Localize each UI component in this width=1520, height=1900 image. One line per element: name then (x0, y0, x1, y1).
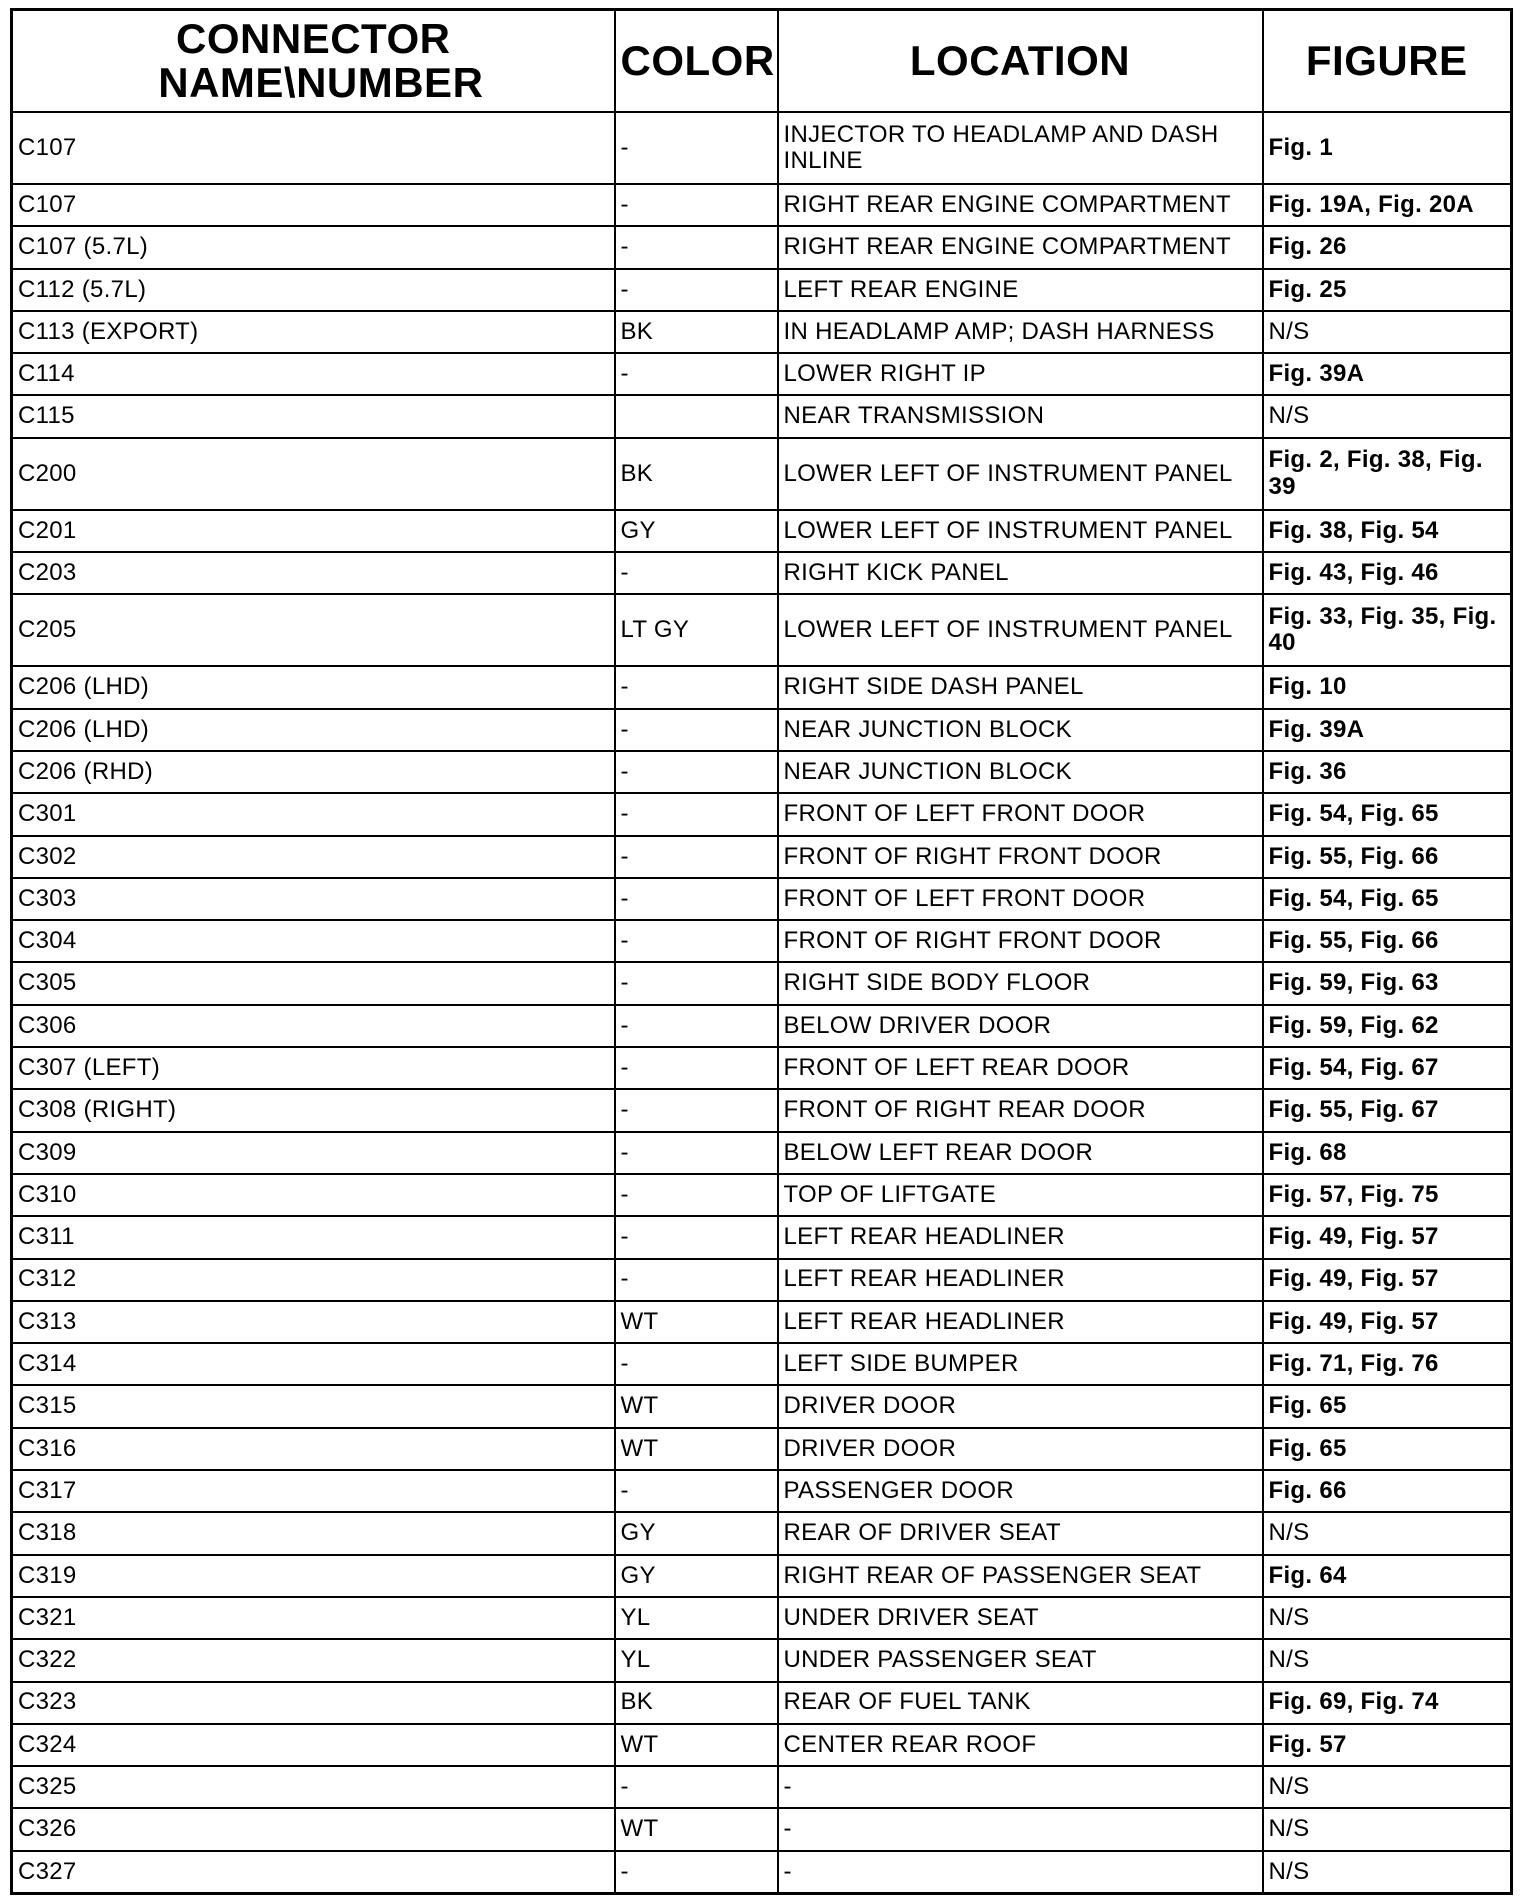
cell-connector-name: C305 (12, 962, 615, 1004)
table-row (12, 510, 1512, 552)
cell-color: GY (615, 1512, 778, 1554)
cell-figure: N/S (1263, 1766, 1512, 1808)
cell-location: RIGHT KICK PANEL (778, 552, 1263, 594)
table-row (12, 1766, 1512, 1808)
cell-color: - (615, 269, 778, 311)
cell-connector-name: C324 (12, 1724, 615, 1766)
table-row (12, 1639, 1512, 1681)
cell-figure: Fig. 65 (1263, 1385, 1512, 1427)
cell-color: LT GY (615, 594, 778, 666)
cell-figure: N/S (1263, 311, 1512, 353)
cell-connector-name: C201 (12, 510, 615, 552)
cell-figure: Fig. 59, Fig. 62 (1263, 1005, 1512, 1047)
cell-color: - (615, 666, 778, 708)
cell-location: LOWER LEFT OF INSTRUMENT PANEL (778, 594, 1263, 666)
header-row (12, 10, 1512, 113)
cell-location: DRIVER DOOR (778, 1385, 1263, 1427)
table-row (12, 1555, 1512, 1597)
cell-connector-name: C306 (12, 1005, 615, 1047)
cell-figure: Fig. 68 (1263, 1132, 1512, 1174)
cell-connector-name: C206 (LHD) (12, 709, 615, 751)
cell-connector-name: C323 (12, 1682, 615, 1724)
cell-location: LOWER LEFT OF INSTRUMENT PANEL (778, 438, 1263, 510)
cell-location: LEFT REAR HEADLINER (778, 1216, 1263, 1258)
cell-color: YL (615, 1597, 778, 1639)
cell-color: - (615, 112, 778, 184)
table-row (12, 1682, 1512, 1724)
cell-connector-name: C309 (12, 1132, 615, 1174)
cell-connector-name: C205 (12, 594, 615, 666)
cell-figure: Fig. 57, Fig. 75 (1263, 1174, 1512, 1216)
cell-connector-name: C321 (12, 1597, 615, 1639)
table-row (12, 1301, 1512, 1343)
cell-figure: Fig. 65 (1263, 1428, 1512, 1470)
table-row (12, 1428, 1512, 1470)
cell-location: - (778, 1851, 1263, 1894)
cell-color: - (615, 1851, 778, 1894)
cell-color: WT (615, 1385, 778, 1427)
cell-figure: Fig. 33, Fig. 35, Fig. 40 (1263, 594, 1512, 666)
cell-color: - (615, 1174, 778, 1216)
table-header (12, 10, 1512, 113)
header-figure: FIGURE (1263, 10, 1512, 113)
cell-location: BELOW LEFT REAR DOOR (778, 1132, 1263, 1174)
table-row (12, 311, 1512, 353)
cell-connector-name: C312 (12, 1259, 615, 1301)
cell-location: UNDER DRIVER SEAT (778, 1597, 1263, 1639)
cell-color: - (615, 836, 778, 878)
cell-figure: Fig. 2, Fig. 38, Fig. 39 (1263, 438, 1512, 510)
table-row (12, 552, 1512, 594)
cell-color: - (615, 1132, 778, 1174)
cell-connector-name: C326 (12, 1808, 615, 1850)
table-row (12, 1005, 1512, 1047)
cell-color: BK (615, 311, 778, 353)
cell-color: WT (615, 1301, 778, 1343)
table-row (12, 1808, 1512, 1850)
table-row (12, 438, 1512, 510)
cell-connector-name: C206 (RHD) (12, 751, 615, 793)
cell-color: GY (615, 510, 778, 552)
cell-color: GY (615, 1555, 778, 1597)
header-connector-name (12, 10, 615, 113)
cell-location: LEFT SIDE BUMPER (778, 1343, 1263, 1385)
cell-location: RIGHT SIDE BODY FLOOR (778, 962, 1263, 1004)
header-color: COLOR (615, 10, 778, 113)
cell-figure: Fig. 38, Fig. 54 (1263, 510, 1512, 552)
cell-connector-name: C114 (12, 353, 615, 395)
cell-color: - (615, 1470, 778, 1512)
cell-figure: Fig. 55, Fig. 66 (1263, 836, 1512, 878)
cell-location: LEFT REAR ENGINE (778, 269, 1263, 311)
cell-color: - (615, 1216, 778, 1258)
cell-location: FRONT OF LEFT FRONT DOOR (778, 878, 1263, 920)
cell-location: - (778, 1808, 1263, 1850)
table-row (12, 1259, 1512, 1301)
cell-figure: N/S (1263, 1597, 1512, 1639)
cell-figure: Fig. 36 (1263, 751, 1512, 793)
table-row (12, 1597, 1512, 1639)
cell-color: YL (615, 1639, 778, 1681)
cell-color: - (615, 1089, 778, 1131)
cell-figure: Fig. 49, Fig. 57 (1263, 1216, 1512, 1258)
cell-connector-name: C325 (12, 1766, 615, 1808)
cell-connector-name: C316 (12, 1428, 615, 1470)
cell-figure: Fig. 54, Fig. 65 (1263, 793, 1512, 835)
cell-color: - (615, 184, 778, 226)
cell-color: - (615, 709, 778, 751)
cell-location: INJECTOR TO HEADLAMP AND DASH INLINE (778, 112, 1263, 184)
cell-connector-name: C304 (12, 920, 615, 962)
table-row (12, 1385, 1512, 1427)
cell-connector-name: C308 (RIGHT) (12, 1089, 615, 1131)
table-row (12, 1174, 1512, 1216)
cell-color: - (615, 1343, 778, 1385)
cell-location: RIGHT REAR ENGINE COMPARTMENT (778, 226, 1263, 268)
cell-color: - (615, 920, 778, 962)
cell-color: WT (615, 1428, 778, 1470)
cell-figure: Fig. 57 (1263, 1724, 1512, 1766)
cell-connector-name: C310 (12, 1174, 615, 1216)
cell-location: NEAR JUNCTION BLOCK (778, 709, 1263, 751)
cell-figure: Fig. 19A, Fig. 20A (1263, 184, 1512, 226)
cell-connector-name: C206 (LHD) (12, 666, 615, 708)
cell-connector-name: C302 (12, 836, 615, 878)
cell-color: - (615, 878, 778, 920)
cell-figure: Fig. 55, Fig. 67 (1263, 1089, 1512, 1131)
table-row (12, 920, 1512, 962)
cell-figure: Fig. 39A (1263, 709, 1512, 751)
cell-location: BELOW DRIVER DOOR (778, 1005, 1263, 1047)
cell-color: - (615, 751, 778, 793)
cell-figure: Fig. 25 (1263, 269, 1512, 311)
cell-color: - (615, 552, 778, 594)
cell-figure: Fig. 10 (1263, 666, 1512, 708)
cell-figure: N/S (1263, 1512, 1512, 1554)
cell-connector-name: C301 (12, 793, 615, 835)
table-row (12, 1512, 1512, 1554)
table-row (12, 1089, 1512, 1131)
cell-connector-name: C203 (12, 552, 615, 594)
cell-figure: Fig. 1 (1263, 112, 1512, 184)
cell-connector-name: C318 (12, 1512, 615, 1554)
cell-color: - (615, 1005, 778, 1047)
cell-location: LOWER LEFT OF INSTRUMENT PANEL (778, 510, 1263, 552)
cell-location: - (778, 1766, 1263, 1808)
cell-figure: Fig. 55, Fig. 66 (1263, 920, 1512, 962)
cell-figure: Fig. 39A (1263, 353, 1512, 395)
cell-figure: Fig. 54, Fig. 65 (1263, 878, 1512, 920)
cell-location: PASSENGER DOOR (778, 1470, 1263, 1512)
cell-color: BK (615, 1682, 778, 1724)
cell-connector-name: C313 (12, 1301, 615, 1343)
cell-figure: Fig. 26 (1263, 226, 1512, 268)
cell-location: FRONT OF LEFT REAR DOOR (778, 1047, 1263, 1089)
table-row (12, 962, 1512, 1004)
cell-color: - (615, 962, 778, 1004)
header-location: LOCATION (778, 10, 1263, 113)
cell-color: WT (615, 1808, 778, 1850)
cell-location: LEFT REAR HEADLINER (778, 1259, 1263, 1301)
table-row (12, 709, 1512, 751)
table-row (12, 1343, 1512, 1385)
cell-figure: Fig. 69, Fig. 74 (1263, 1682, 1512, 1724)
cell-color: - (615, 353, 778, 395)
cell-location: FRONT OF RIGHT FRONT DOOR (778, 836, 1263, 878)
cell-connector-name: C311 (12, 1216, 615, 1258)
cell-location: LEFT REAR HEADLINER (778, 1301, 1263, 1343)
cell-connector-name: C115 (12, 395, 615, 437)
cell-figure: Fig. 59, Fig. 63 (1263, 962, 1512, 1004)
cell-location: RIGHT SIDE DASH PANEL (778, 666, 1263, 708)
table-row (12, 793, 1512, 835)
cell-connector-name: C314 (12, 1343, 615, 1385)
cell-location: UNDER PASSENGER SEAT (778, 1639, 1263, 1681)
cell-location: NEAR TRANSMISSION (778, 395, 1263, 437)
cell-color: - (615, 1047, 778, 1089)
header-connector-name-label: CONNECTOR NAME\NUMBER (158, 14, 484, 106)
table-row (12, 594, 1512, 666)
cell-connector-name: C319 (12, 1555, 615, 1597)
cell-color: - (615, 1766, 778, 1808)
cell-connector-name: C112 (5.7L) (12, 269, 615, 311)
cell-connector-name: C327 (12, 1851, 615, 1894)
cell-location: FRONT OF RIGHT FRONT DOOR (778, 920, 1263, 962)
cell-location: FRONT OF LEFT FRONT DOOR (778, 793, 1263, 835)
cell-location: DRIVER DOOR (778, 1428, 1263, 1470)
cell-connector-name: C315 (12, 1385, 615, 1427)
cell-location: NEAR JUNCTION BLOCK (778, 751, 1263, 793)
cell-color: - (615, 793, 778, 835)
cell-location: REAR OF DRIVER SEAT (778, 1512, 1263, 1554)
table-row (12, 353, 1512, 395)
cell-connector-name: C200 (12, 438, 615, 510)
table-row (12, 269, 1512, 311)
cell-connector-name: C113 (EXPORT) (12, 311, 615, 353)
table-row (12, 1047, 1512, 1089)
cell-figure: Fig. 71, Fig. 76 (1263, 1343, 1512, 1385)
table-row (12, 112, 1512, 184)
cell-location: RIGHT REAR ENGINE COMPARTMENT (778, 184, 1263, 226)
table-row (12, 1470, 1512, 1512)
table-row (12, 666, 1512, 708)
cell-color: - (615, 1259, 778, 1301)
table-row (12, 1851, 1512, 1894)
table-row (12, 1132, 1512, 1174)
cell-location: IN HEADLAMP AMP; DASH HARNESS (778, 311, 1263, 353)
cell-connector-name: C107 (5.7L) (12, 226, 615, 268)
cell-connector-name: C322 (12, 1639, 615, 1681)
cell-figure: Fig. 49, Fig. 57 (1263, 1259, 1512, 1301)
cell-connector-name: C303 (12, 878, 615, 920)
cell-color: - (615, 226, 778, 268)
cell-connector-name: C107 (12, 184, 615, 226)
table-row (12, 226, 1512, 268)
table-row (12, 184, 1512, 226)
table-row (12, 1724, 1512, 1766)
cell-figure: Fig. 64 (1263, 1555, 1512, 1597)
cell-figure: Fig. 66 (1263, 1470, 1512, 1512)
cell-connector-name: C317 (12, 1470, 615, 1512)
cell-connector-name: C107 (12, 112, 615, 184)
connector-table-sheet (10, 8, 1510, 1895)
table-row (12, 1216, 1512, 1258)
cell-figure: N/S (1263, 395, 1512, 437)
table-row (12, 395, 1512, 437)
table-row (12, 751, 1512, 793)
table-row (12, 836, 1512, 878)
cell-figure: Fig. 54, Fig. 67 (1263, 1047, 1512, 1089)
cell-figure: N/S (1263, 1808, 1512, 1850)
cell-color (615, 395, 778, 437)
cell-location: LOWER RIGHT IP (778, 353, 1263, 395)
cell-figure: N/S (1263, 1851, 1512, 1894)
cell-figure: N/S (1263, 1639, 1512, 1681)
cell-figure: Fig. 43, Fig. 46 (1263, 552, 1512, 594)
cell-location: RIGHT REAR OF PASSENGER SEAT (778, 1555, 1263, 1597)
table-body (12, 112, 1512, 1893)
cell-location: FRONT OF RIGHT REAR DOOR (778, 1089, 1263, 1131)
cell-color: WT (615, 1724, 778, 1766)
table-row (12, 878, 1512, 920)
connector-table (10, 8, 1513, 1895)
cell-connector-name: C307 (LEFT) (12, 1047, 615, 1089)
cell-color: BK (615, 438, 778, 510)
cell-location: TOP OF LIFTGATE (778, 1174, 1263, 1216)
cell-location: CENTER REAR ROOF (778, 1724, 1263, 1766)
cell-location: REAR OF FUEL TANK (778, 1682, 1263, 1724)
cell-figure: Fig. 49, Fig. 57 (1263, 1301, 1512, 1343)
